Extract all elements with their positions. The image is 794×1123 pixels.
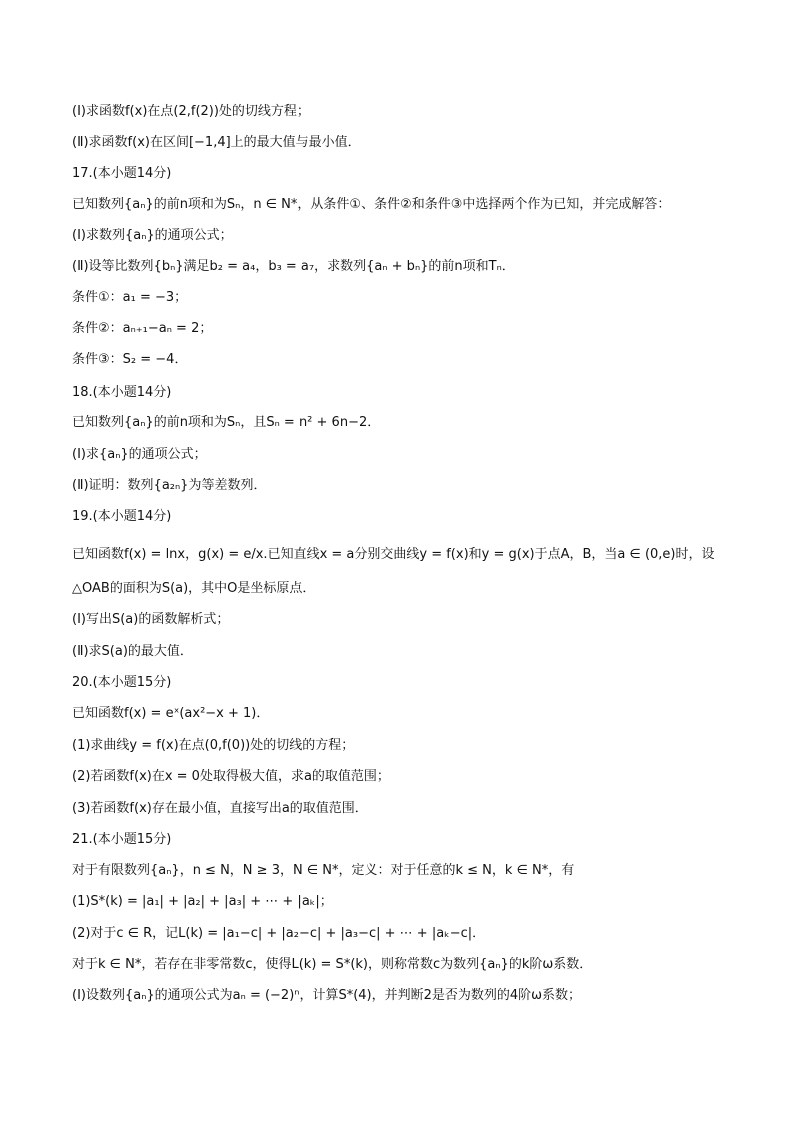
section-heading: 18.(本小题14分): [72, 385, 172, 400]
text-line: (Ⅰ)设数列{aₙ}的通项公式为aₙ = (−2)ⁿ，计算S*(4)，并判断2是否为数列的4阶ω系数；: [72, 988, 582, 1003]
section-heading: 21.(本小题15分): [72, 832, 172, 847]
text-line: 条件①：a₁ = −3；: [72, 290, 188, 305]
text-line: (1)S*(k) = |a₁| + |a₂| + |a₃| + ⋯ + |aₖ|；: [72, 894, 333, 909]
text-line: 对于k ∈ N*，若存在非零常数c，使得L(k) = S*(k)，则称常数c为数列{aₙ}的k阶ω系数．: [72, 957, 593, 972]
text-line: (Ⅱ)求S(a)的最大值．: [72, 644, 193, 659]
section-heading: 17.(本小题14分): [72, 166, 172, 181]
text-line: 已知数列{aₙ}的前n项和为Sₙ，n ∈ N*，从条件①、条件②和条件③中选择两个作为已知，并完成解答：: [72, 197, 671, 212]
text-line: (3)若函数f(x)存在最小值，直接写出a的取值范围．: [72, 801, 368, 816]
text-line: (2)对于c ∈ R，记L(k) = |a₁−c| + |a₂−c| + |a₃−c| + ⋯ + |aₖ−c|．: [72, 926, 486, 941]
text-line: (Ⅰ)求函数f(x)在点(2,f(2))处的切线方程；: [72, 104, 310, 119]
text-line: 对于有限数列{aₙ}，n ≤ N，N ≥ 3，N ∈ N*，定义：对于任意的k ≤ N，k ∈ N*，有: [72, 863, 575, 878]
text-line: (Ⅰ)写出S(a)的函数解析式；: [72, 612, 230, 627]
text-line: (2)若函数f(x)在x = 0处取得极大值，求a的取值范围；: [72, 769, 390, 784]
text-line: 已知函数f(x) = eˣ(ax²−x + 1)．: [72, 706, 270, 721]
text-line: 条件②：aₙ₊₁−aₙ = 2；: [72, 321, 213, 336]
section-heading: 19.(本小题14分): [72, 509, 172, 524]
section-heading: 20.(本小题15分): [72, 675, 172, 690]
text-line: 已知函数f(x) = lnx，g(x) = e/x.已知直线x = a分别交曲线y = f(x)和y = g(x)于点A，B，当a ∈ (0,e)时，设: [72, 547, 715, 562]
text-line: (Ⅱ)证明：数列{a₂ₙ}为等差数列．: [72, 478, 267, 493]
text-line: (Ⅰ)求{aₙ}的通项公式；: [72, 447, 207, 462]
text-line: (Ⅱ)求函数f(x)在区间[−1,4]上的最大值与最小值．: [72, 135, 361, 150]
text-line: (Ⅰ)求数列{aₙ}的通项公式；: [72, 228, 233, 243]
text-line: 条件③：S₂ = −4．: [72, 352, 188, 367]
text-line: (Ⅱ)设等比数列{bₙ}满足b₂ = a₄，b₃ = a₇，求数列{aₙ + bₙ}的前n项和Tₙ．: [72, 259, 515, 274]
text-line: △OAB的面积为S(a)，其中O是坐标原点．: [72, 581, 316, 596]
text-line: 已知数列{aₙ}的前n项和为Sₙ，且Sₙ = n² + 6n−2．: [72, 415, 381, 430]
text-line: (1)求曲线y = f(x)在点(0,f(0))处的切线的方程；: [72, 738, 355, 753]
